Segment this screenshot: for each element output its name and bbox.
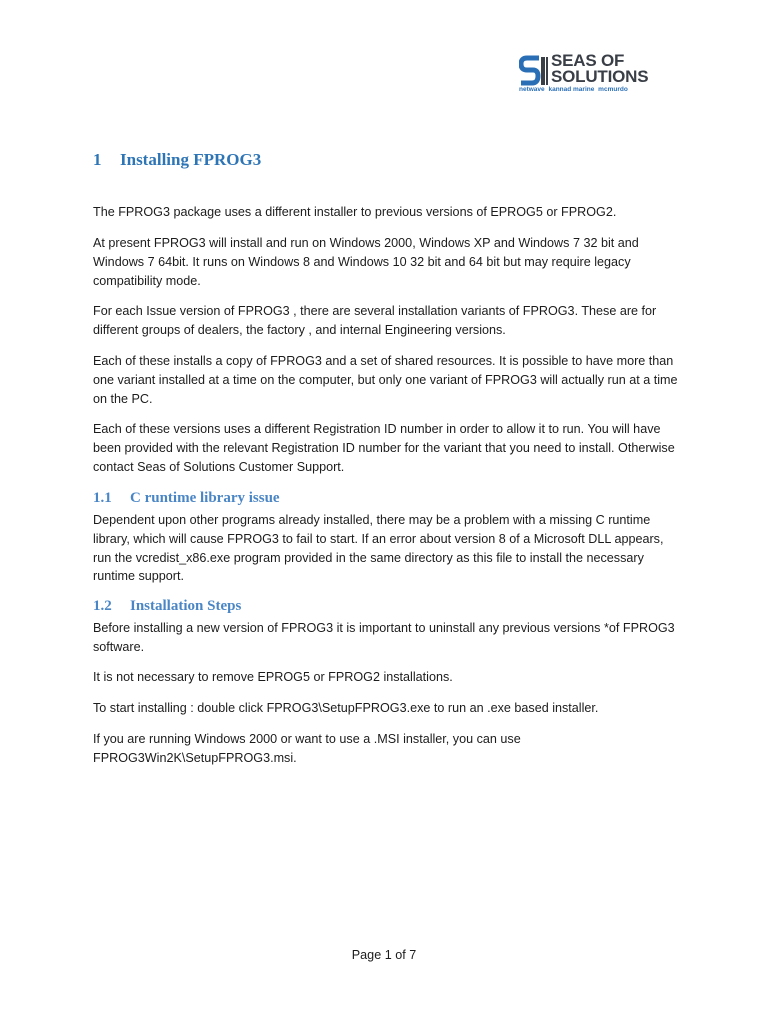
seas-of-solutions-logo-icon <box>519 55 549 87</box>
page-number: Page 1 of 7 <box>351 948 417 962</box>
section-title: Installation Steps <box>130 598 242 614</box>
paragraph: For each Issue version of FPROG3 , there are several installation variants of FPROG3. These are for different groups of dealers, the factory , and internal Engineering versions. <box>93 304 657 337</box>
paragraph: Before installing a new version of FPROG3 it is important to uninstall any previous versions *of FPROG3 software. <box>93 621 675 654</box>
paragraph: Dependent upon other programs already installed, there may be a problem with a missing C runtime library, which will cause FPROG3 to fail to start. If an error about version 8 of a Microsoft DLL appears, run the vcredist_x86.exe program provided in the same directory as this file to install the necessary runtime support. <box>93 513 664 584</box>
section-number: 1.2 <box>93 598 112 614</box>
paragraph: Each of these versions uses a different Registration ID number in order to allow it to run. You will have been provided with the relevant Registration ID number for the variant that you need to install. Otherwise contact Seas of Solutions Customer Support. <box>93 422 675 474</box>
section-number: 1.1 <box>93 490 112 506</box>
brand-kannad-marine: kannad marine <box>548 86 595 93</box>
section-number: 1 <box>93 150 102 169</box>
section-1-2-heading <box>93 598 241 615</box>
paragraph: Each of these installs a copy of FPROG3 and a set of shared resources. It is possible to have more than one variant installed at a time on the computer, but only one variant of FPROG3 will actually run at a time on the PC. <box>93 354 678 406</box>
brand-netwave: netwave <box>519 86 545 93</box>
logo-line2: SOLUTIONS <box>551 67 649 86</box>
section-1-1-heading <box>93 490 280 507</box>
paragraph: If you are running Windows 2000 or want to use a .MSI installer, you can use FPROG3Win2K\SetupFPROG3.msi. <box>93 732 521 765</box>
section-title: C runtime library issue <box>130 490 280 506</box>
brand-mcmurdo: mcmurdo <box>598 86 628 93</box>
section-1-heading <box>93 150 261 170</box>
paragraph: To start installing : double click FPROG3\SetupFPROG3.exe to run an .exe based installer. <box>93 701 599 715</box>
company-logo <box>519 52 679 98</box>
logo-line1: SEAS OF <box>551 51 625 70</box>
paragraph: It is not necessary to remove EPROG5 or FPROG2 installations. <box>93 670 453 684</box>
section-title: Installing FPROG3 <box>120 150 262 169</box>
paragraph: At present FPROG3 will install and run on Windows 2000, Windows XP and Windows 7 32 bit and Windows 7 64bit. It runs on Windows 8 and Windows 10 32 bit and 64 bit but may require legacy compatibility mode. <box>93 236 639 288</box>
logo-wordmark <box>551 53 648 85</box>
logo-brands <box>519 86 630 93</box>
paragraph: The FPROG3 package uses a different installer to previous versions of EPROG5 or FPROG2. <box>93 205 617 219</box>
